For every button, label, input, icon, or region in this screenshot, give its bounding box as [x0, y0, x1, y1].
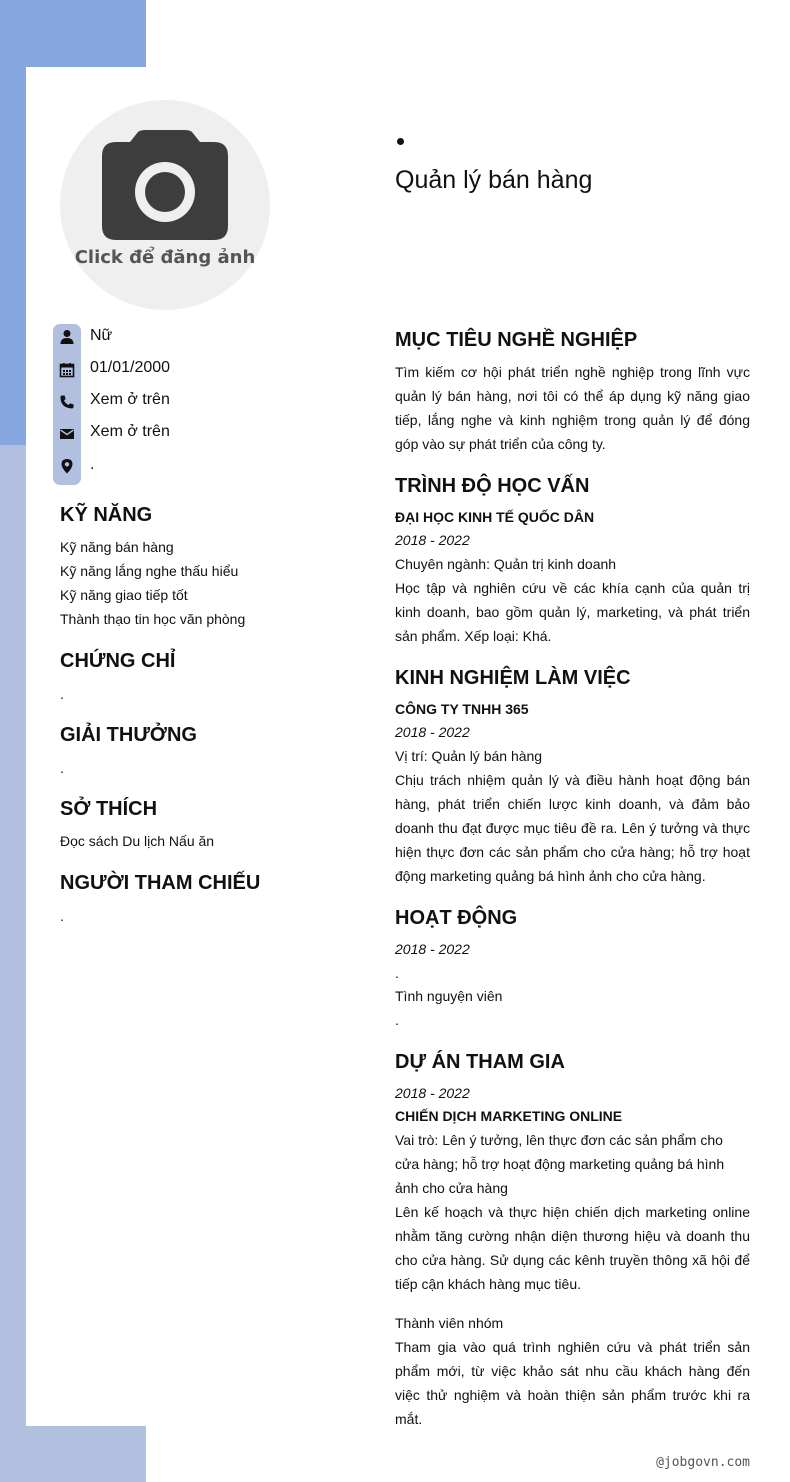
gender-value[interactable]: Nữ	[90, 327, 113, 344]
camera-icon	[102, 130, 228, 240]
address-value[interactable]: .	[90, 456, 95, 473]
experience-company[interactable]: CÔNG TY TNHH 365	[395, 701, 529, 717]
project-description[interactable]: Lên kế hoạch và thực hiện chiến dịch marketing online nhằm tăng cường nhận diện thương hiệu và doanh thu cho cửa hàng. Sử dụng các kênh truyền thông xã hội để tiếp cận khách hàng mục tiêu.	[395, 1204, 750, 1292]
projects-heading: DỰ ÁN THAM GIA	[395, 1051, 565, 1073]
activities-description[interactable]: .	[395, 1012, 399, 1028]
skill-item[interactable]: Thành thạo tin học văn phòng	[60, 611, 246, 627]
awards-heading: GIẢI THƯỞNG	[60, 724, 197, 746]
skill-item[interactable]: Kỹ năng giao tiếp tốt	[60, 587, 188, 603]
dob-value[interactable]: 01/01/2000	[90, 359, 171, 376]
email-value[interactable]: Xem ở trên	[90, 423, 170, 440]
project-role-2[interactable]: Thành viên nhóm	[395, 1315, 504, 1331]
experience-position[interactable]: Vị trí: Quản lý bán hàng	[395, 748, 543, 764]
certificates-text[interactable]: .	[60, 686, 64, 702]
project-name[interactable]: CHIẾN DỊCH MARKETING ONLINE	[395, 1108, 623, 1124]
job-title[interactable]: Quản lý bán hàng	[395, 166, 593, 194]
location-pin-icon	[59, 458, 75, 474]
mail-icon	[59, 426, 75, 442]
education-major[interactable]: Chuyên ngành: Quản trị kinh doanh	[395, 556, 617, 572]
activities-role[interactable]: Tình nguyện viên	[395, 988, 503, 1004]
project-role[interactable]: Vai trò: Lên ý tưởng, lên thực đơn các sản phẩm cho cửa hàng; hỗ trợ hoạt động marketing quảng bá hình ảnh cho cửa hàng	[395, 1132, 725, 1196]
title-bullet	[397, 138, 404, 145]
phone-icon	[59, 394, 75, 410]
watermark: @jobgovn.com	[656, 1455, 750, 1470]
skill-item[interactable]: Kỹ năng lắng nghe thấu hiểu	[60, 563, 239, 579]
education-school[interactable]: ĐẠI HỌC KINH TẾ QUỐC DÂN	[395, 509, 595, 525]
education-period[interactable]: 2018 - 2022	[395, 532, 470, 548]
calendar-icon	[59, 362, 75, 378]
hobbies-text[interactable]: Đọc sách Du lịch Nấu ăn	[60, 833, 215, 849]
person-icon	[59, 329, 75, 345]
project-description-2[interactable]: Tham gia vào quá trình nghiên cứu và phát triển sản phẩm mới, từ việc khảo sát nhu cầu khách hàng đến việc thử nghiệm và hoàn thiện sản phẩm trước khi ra mắt.	[395, 1339, 750, 1427]
photo-upload[interactable]	[60, 100, 270, 310]
experience-description[interactable]: Chịu trách nhiệm quản lý và điều hành hoạt động bán hàng, phát triển chiến lược kinh doanh, và đảm bảo doanh thu đạt được mục tiêu đề ra. Lên ý tưởng và thực hiện thực đơn các sản phẩm cho cửa hàng; hỗ trợ hoạt động marketing quảng bá hình ảnh cho cửa hàng.	[395, 772, 750, 884]
awards-text[interactable]: .	[60, 760, 64, 776]
activities-period[interactable]: 2018 - 2022	[395, 941, 470, 957]
education-heading: TRÌNH ĐỘ HỌC VẤN	[395, 475, 590, 497]
references-heading: NGƯỜI THAM CHIẾU	[60, 872, 261, 894]
activities-heading: HOẠT ĐỘNG	[395, 907, 518, 929]
certificates-heading: CHỨNG CHỈ	[60, 650, 176, 672]
project-period[interactable]: 2018 - 2022	[395, 1085, 470, 1101]
experience-heading: KINH NGHIỆM LÀM VIỆC	[395, 667, 631, 689]
skill-item[interactable]: Kỹ năng bán hàng	[60, 539, 174, 555]
education-description[interactable]: Học tập và nghiên cứu về các khía cạnh của quản trị kinh doanh, bao gồm quản lý, marketing, và phát triển sản phẩm. Xếp loại: Khá.	[395, 580, 750, 644]
objective-heading: MỤC TIÊU NGHỀ NGHIỆP	[395, 329, 638, 351]
phone-value[interactable]: Xem ở trên	[90, 391, 170, 408]
objective-text[interactable]: Tìm kiếm cơ hội phát triển nghề nghiệp trong lĩnh vực quản lý bán hàng, nơi tôi có thể áp dụng kỹ năng giao tiếp, lắng nghe và kinh nghiệm trong quản lý để đóng góp vào sự phát triển của công ty.	[395, 364, 750, 452]
experience-period[interactable]: 2018 - 2022	[395, 724, 470, 740]
activities-organization[interactable]: .	[395, 965, 399, 981]
skills-heading: KỸ NĂNG	[60, 504, 153, 526]
hobbies-heading: SỞ THÍCH	[60, 798, 158, 820]
references-text[interactable]: .	[60, 908, 64, 924]
photo-upload-label: Click để đăng ảnh	[74, 247, 256, 268]
